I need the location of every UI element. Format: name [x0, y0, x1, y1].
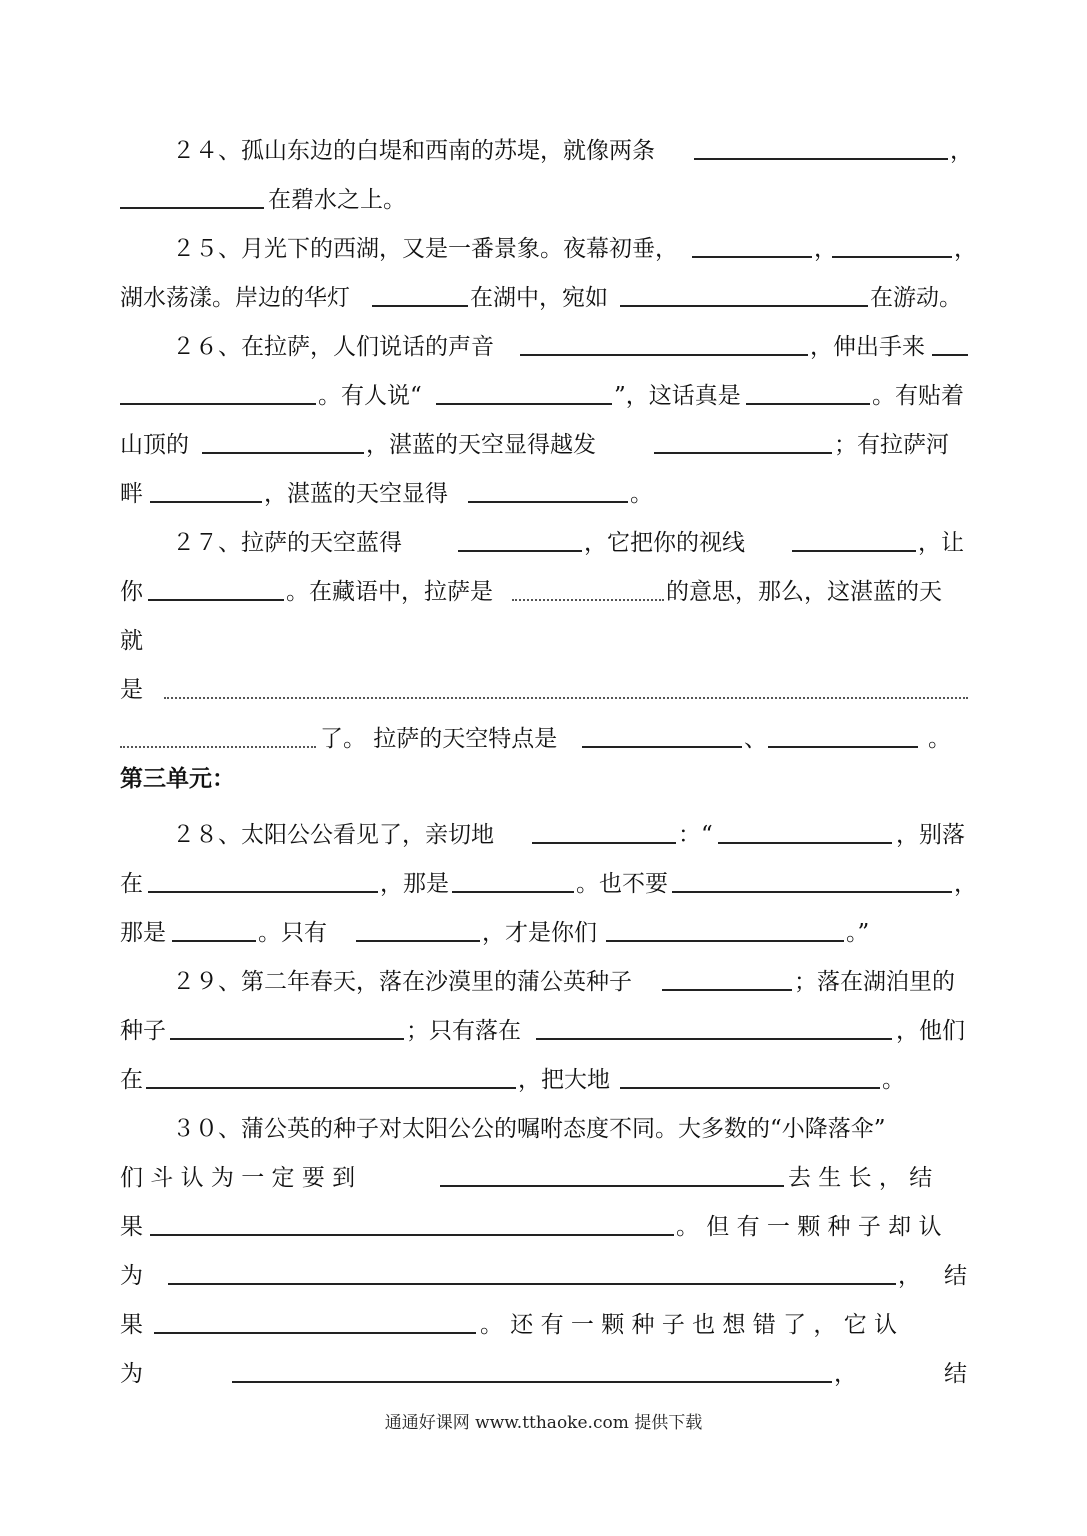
q26-text: ”，这话真是 [614, 383, 741, 409]
q26-text: 。有贴着 [872, 383, 964, 409]
blank[interactable] [120, 746, 316, 748]
q27-text: 。在藏语中，拉萨是 [286, 579, 493, 605]
q27-text: 是 [120, 677, 143, 703]
q27-text: ２７、拉萨的天空蓝得 [172, 530, 402, 556]
blank[interactable] [512, 599, 664, 601]
q28-text: ，别落 [896, 822, 965, 848]
q25-text: ２５、月光下的西湖，又是一番景象。夜幕初垂， [172, 236, 678, 262]
q30-text: 结 [944, 1361, 967, 1387]
q25-punct: ， [814, 236, 837, 262]
q27-text: 你 [120, 579, 143, 605]
blank[interactable] [372, 305, 468, 307]
blank[interactable] [150, 501, 262, 503]
q26-text: ２６、在拉萨，人们说话的声音 [172, 334, 494, 360]
blank[interactable] [662, 989, 792, 991]
q24-text: ２４、孤山东边的白堤和西南的苏堤，就像两条 [172, 138, 655, 164]
q28-text: ，才是你们 [482, 920, 597, 946]
q25-text: 湖水荡漾。岸边的华灯 [120, 285, 350, 311]
q28-text: ：“ [678, 822, 713, 848]
q30-text: 为 [120, 1263, 143, 1289]
blank[interactable] [164, 697, 968, 699]
q30-text: ３０、蒲公英的种子对太阳公公的嘱咐态度不同。大多数的“小降落伞” [172, 1116, 886, 1142]
blank[interactable] [768, 746, 918, 748]
q28-text: 在 [120, 871, 143, 897]
q24-text: 在碧水之上。 [268, 187, 406, 213]
blank[interactable] [536, 1038, 892, 1040]
blank[interactable] [120, 403, 316, 405]
blank[interactable] [436, 403, 612, 405]
blank[interactable] [148, 891, 378, 893]
q26-text: ；有拉萨河 [834, 432, 949, 458]
q28-text: ， [954, 871, 977, 897]
q29-text: ；落在湖泊里的 [794, 969, 955, 995]
q26-text: ，伸出手来 [810, 334, 925, 360]
section-heading: 第三单元： [120, 766, 235, 792]
q28-text: 。也不要 [576, 871, 668, 897]
blank[interactable] [672, 891, 952, 893]
q30-text: ， [898, 1263, 921, 1289]
q26-text: 畔 [120, 481, 143, 507]
page-footer: 通通好课网 www.tthaoke.com 提供下载 [384, 1413, 703, 1433]
q25-text: 在游动。 [870, 285, 962, 311]
q29-text: ，把大地 [518, 1067, 610, 1093]
blank[interactable] [532, 842, 676, 844]
q29-text: 种子 [120, 1018, 166, 1044]
blank[interactable] [148, 599, 284, 601]
blank[interactable] [606, 940, 844, 942]
q30-text: 结 [944, 1263, 967, 1289]
q30-text: 去 生 长 ， 结 [788, 1165, 933, 1191]
q27-text: 。 [928, 726, 951, 752]
blank[interactable] [620, 1087, 880, 1089]
q30-text: 为 [120, 1361, 143, 1387]
blank[interactable] [168, 1283, 896, 1285]
q30-text: 们 斗 认 为 一 定 要 到 [120, 1165, 356, 1191]
blank[interactable] [202, 452, 364, 454]
blank[interactable] [792, 550, 916, 552]
q29-text: ，他们 [896, 1018, 965, 1044]
q25-punct: ， [954, 236, 977, 262]
q28-text: 。只有 [258, 920, 327, 946]
blank[interactable] [932, 354, 968, 356]
blank[interactable] [718, 842, 892, 844]
q28-text: 那是 [120, 920, 166, 946]
blank[interactable] [520, 354, 808, 356]
q30-text: ， [834, 1361, 857, 1387]
q24-punct: ， [950, 138, 973, 164]
q26-text: ，湛蓝的天空显得越发 [366, 432, 596, 458]
q26-text: 。有人说“ [318, 383, 422, 409]
q27-text: 就 [120, 628, 143, 654]
blank[interactable] [170, 1038, 404, 1040]
q27-text: ，让 [918, 530, 964, 556]
q29-text: ２９、第二年春天，落在沙漠里的蒲公英种子 [172, 969, 632, 995]
q30-text: 。 但 有 一 颗 种 子 却 认 [676, 1214, 942, 1240]
q29-text: ；只有落在 [406, 1018, 521, 1044]
q27-text: ，它把你的视线 [584, 530, 745, 556]
blank[interactable] [172, 940, 256, 942]
q26-text: 。 [630, 481, 653, 507]
q26-text: ，湛蓝的天空显得 [264, 481, 448, 507]
blank[interactable] [692, 256, 812, 258]
q28-text: ，那是 [380, 871, 449, 897]
blank[interactable] [654, 452, 832, 454]
q27-text: 的意思，那么，这湛蓝的天 [666, 579, 942, 605]
blank[interactable] [694, 158, 948, 160]
q30-text: 。 还 有 一 颗 种 子 也 想 错 了 ， 它 认 [480, 1312, 898, 1338]
q26-text: 山顶的 [120, 432, 189, 458]
q27-text: 了。 拉萨的天空特点是 [320, 726, 558, 752]
q29-text: 在 [120, 1067, 143, 1093]
blank[interactable] [120, 207, 264, 209]
blank[interactable] [832, 256, 952, 258]
blank[interactable] [452, 891, 574, 893]
blank[interactable] [620, 305, 868, 307]
blank[interactable] [582, 746, 742, 748]
blank[interactable] [440, 1185, 784, 1187]
blank[interactable] [150, 1234, 674, 1236]
q27-text: 、 [744, 726, 767, 752]
blank[interactable] [746, 403, 870, 405]
blank[interactable] [154, 1332, 476, 1334]
q30-text: 果 [120, 1312, 143, 1338]
blank[interactable] [458, 550, 582, 552]
q29-text: 。 [882, 1067, 905, 1093]
blank[interactable] [232, 1381, 832, 1383]
q28-text: 。” [846, 920, 870, 946]
blank[interactable] [468, 501, 628, 503]
q30-text: 果 [120, 1214, 143, 1240]
blank[interactable] [146, 1087, 516, 1089]
q28-text: ２８、太阳公公看见了，亲切地 [172, 822, 494, 848]
q25-text: 在湖中，宛如 [470, 285, 608, 311]
blank[interactable] [356, 940, 480, 942]
